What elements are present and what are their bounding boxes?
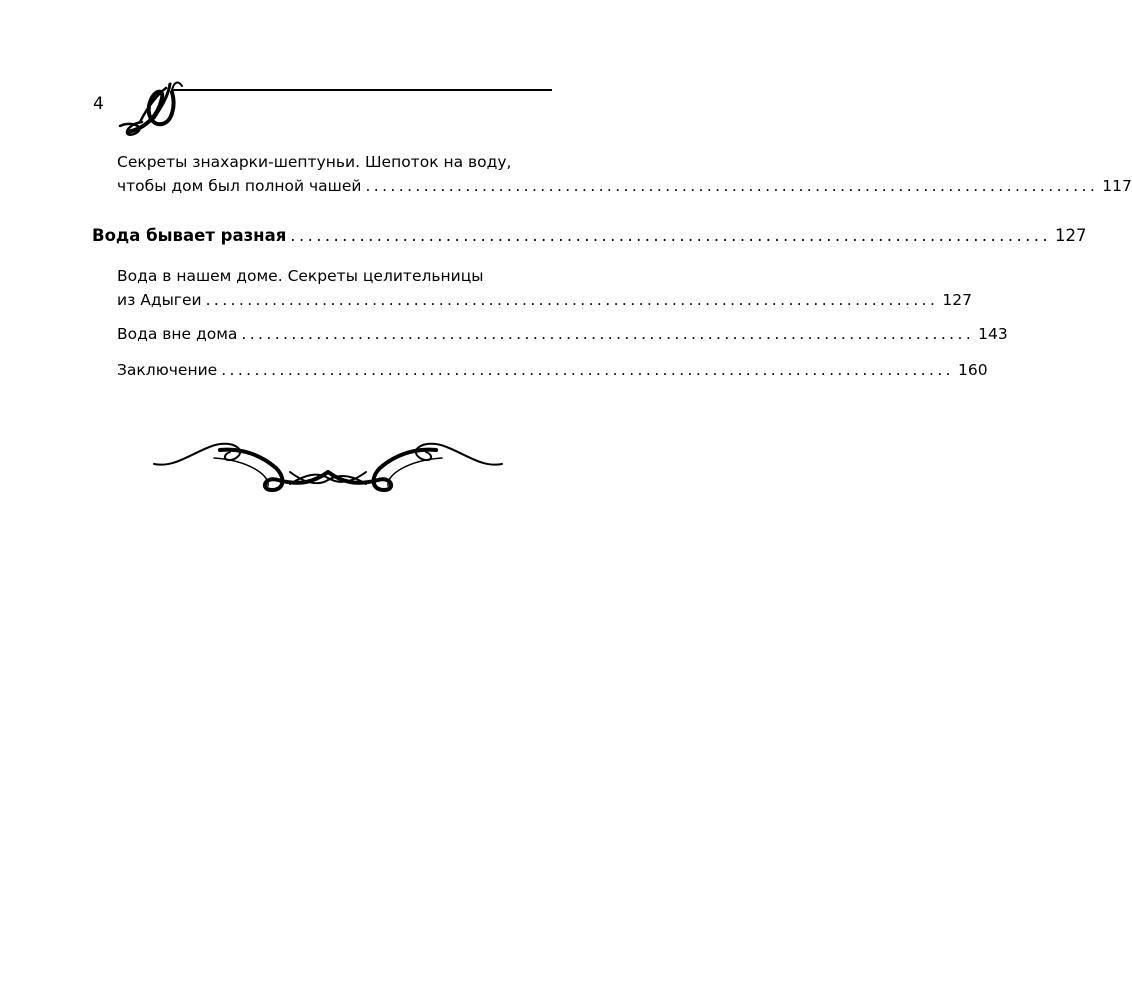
toc-page-number: 160 [957, 361, 988, 379]
dot-leader: ........................................................................................ [290, 226, 1052, 245]
toc-entry-title: Заключение [117, 361, 218, 379]
toc-page-number: 143 [978, 325, 1008, 343]
toc-entry [117, 358, 988, 382]
toc-section-entry [92, 224, 1087, 248]
header-rule [172, 89, 552, 91]
toc-entry-title-line: из Адыгеи [117, 291, 202, 309]
dot-leader: ........................................................................................ [241, 325, 975, 343]
toc-entry-title-line: Вода в нашем доме. Секреты целительницы [117, 267, 484, 285]
toc-page-number: 127 [942, 291, 972, 309]
toc-entry [117, 322, 1008, 346]
dot-leader: ........................................................................................ [221, 361, 954, 379]
dot-leader: ........................................................................................ [205, 291, 939, 309]
toc-section-title: Вода бывает разная [92, 226, 287, 245]
toc-page-number: 117 [1102, 177, 1132, 195]
calligraphic-swirl-icon [118, 76, 188, 142]
toc-page-number: 127 [1055, 226, 1087, 245]
toc-entry-title-line: Секреты знахарки-шептуньи. Шепоток на воду, [117, 153, 512, 171]
toc-entry [117, 264, 972, 312]
toc-entry [117, 150, 1132, 198]
toc-entry-title-line: чтобы дом был полной чашей [117, 177, 362, 195]
toc-entry-title: Вода вне дома [117, 325, 238, 343]
dot-leader: ........................................................................................ [365, 177, 1099, 195]
flourish-divider-icon [150, 428, 506, 508]
page-number: 4 [93, 94, 104, 114]
